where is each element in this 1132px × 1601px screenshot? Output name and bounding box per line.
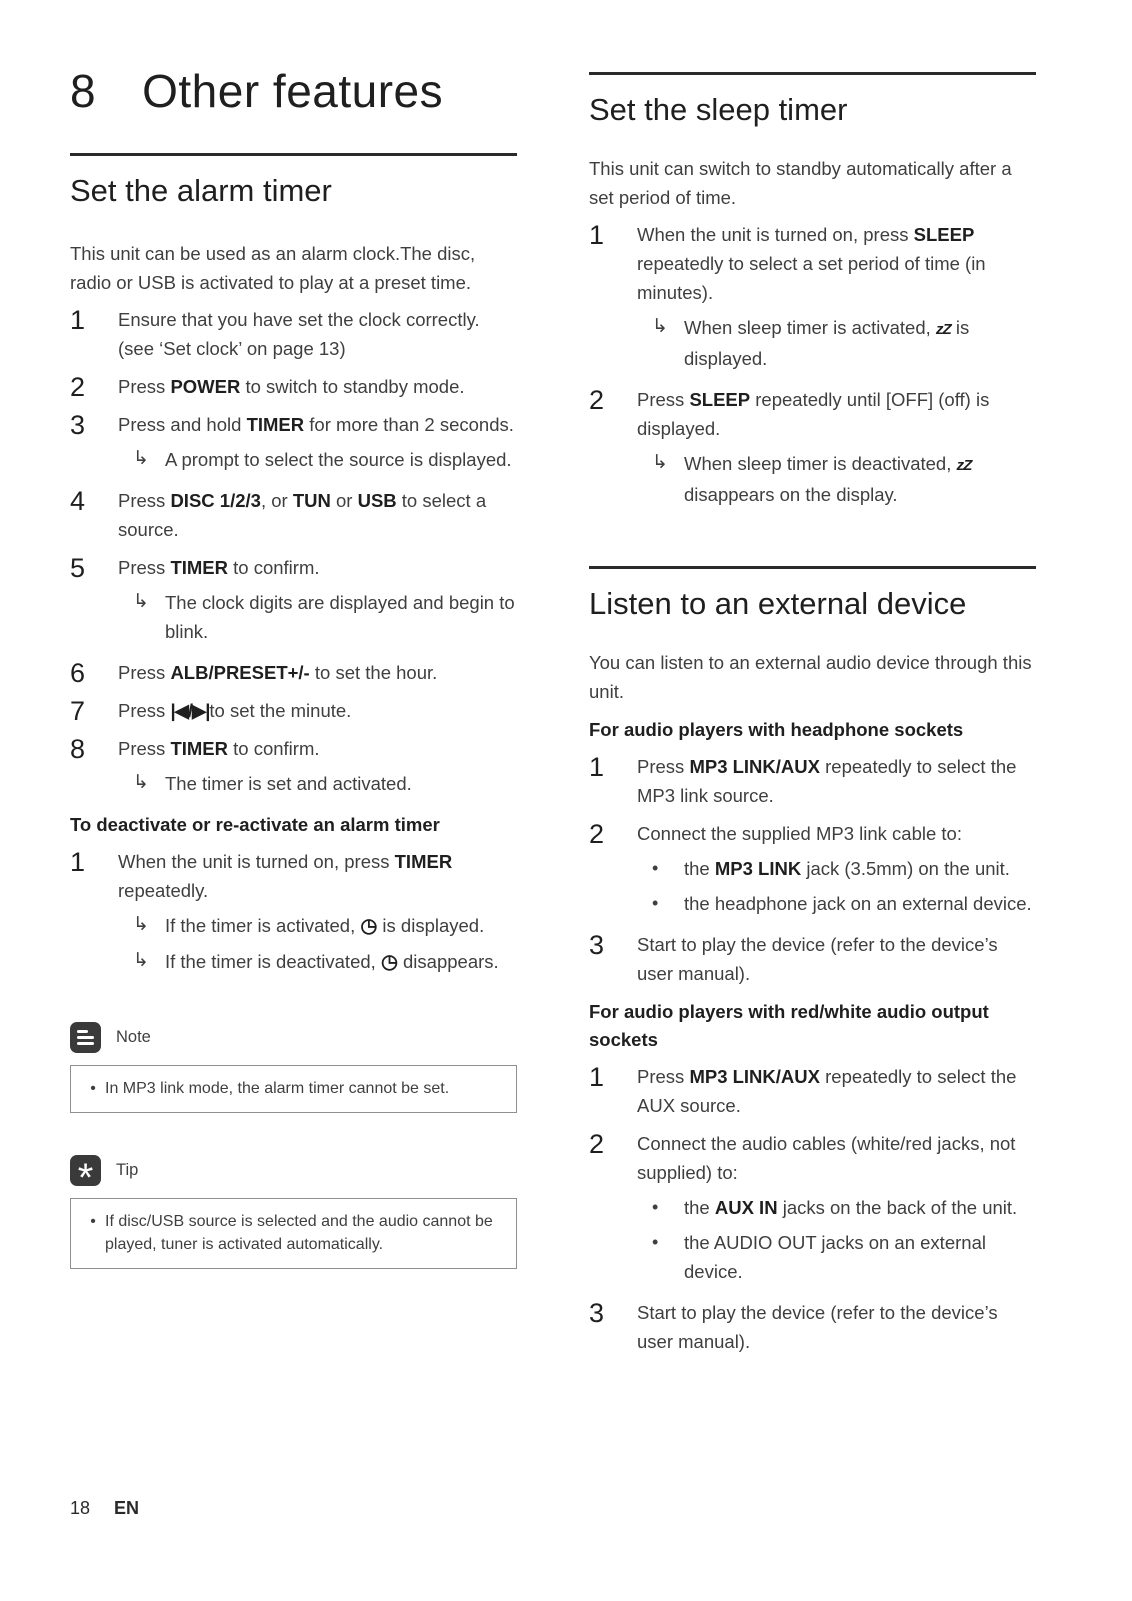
emphasis-text: TUN: [292, 489, 331, 511]
result-line: [118, 588, 517, 646]
step-body: [637, 1062, 1036, 1120]
emphasis-text: MP3 LINK/AUX: [689, 1066, 820, 1088]
sub-text: the headphone jack on an external device.: [684, 893, 1032, 915]
result-line: [118, 445, 517, 474]
step-item: [70, 553, 517, 649]
callout-item: [81, 1210, 502, 1256]
page-footer: [70, 1498, 139, 1519]
return-arrow-icon: ↳: [652, 316, 668, 338]
step-item: [70, 847, 517, 980]
note-callout: [70, 1022, 517, 1113]
page-number: 18: [70, 1498, 91, 1518]
step-number: 2: [589, 819, 605, 850]
return-arrow-icon: ↳: [133, 590, 149, 612]
step-text: Press ALB/PRESET+/- to set the hour.: [118, 661, 438, 683]
step-item: [589, 1062, 1036, 1120]
result-line: [637, 449, 1036, 509]
emphasis-text: DISC 1/2/3: [170, 489, 261, 511]
emphasis-text: POWER: [170, 375, 241, 397]
language-code: EN: [114, 1498, 140, 1518]
alarm-deactivate-heading: To deactivate or re-activate an alarm timer: [70, 813, 440, 835]
sleep-icon: zZ: [935, 321, 951, 339]
bullet-line: [637, 889, 1036, 918]
result-line: [118, 911, 517, 941]
emphasis-text: MP3 LINK/AUX: [689, 756, 820, 778]
step-text: Start to play the device (refer to the device’s user manual).: [637, 1302, 998, 1353]
step-body: [118, 486, 517, 544]
prev-next-icon: |◀/▶|: [170, 699, 210, 721]
step-text: Press MP3 LINK/AUX repeatedly to select the MP3 link source.: [637, 756, 1017, 807]
sub-text: the AUDIO OUT jacks on an external device.: [684, 1232, 986, 1283]
step-item: [589, 220, 1036, 376]
result-line: [637, 313, 1036, 373]
step-text: Press POWER to switch to standby mode.: [118, 375, 465, 397]
step-number: 1: [589, 1062, 605, 1093]
alarm-clock-icon: ◷: [380, 950, 398, 973]
step-number: 8: [70, 733, 86, 764]
emphasis-text: MP3 LINK: [714, 858, 802, 880]
step-body: [637, 220, 1036, 376]
step-number: 1: [589, 220, 605, 251]
callout-text: If disc/USB source is selected and the audio cannot be played, tuner is activated automatically.: [105, 1212, 493, 1253]
step-number: 1: [70, 846, 86, 877]
bullet-line: [637, 1228, 1036, 1286]
step-number: 1: [589, 752, 605, 783]
emphasis-text: USB: [357, 489, 397, 511]
emphasis-text: SLEEP: [913, 224, 975, 246]
step-item: [589, 385, 1036, 512]
step-text: Ensure that you have set the clock correctly. (see ‘Set clock’ on page 13): [118, 308, 480, 359]
step-body: [637, 385, 1036, 512]
step-number: 6: [70, 657, 86, 688]
step-text: Press SLEEP repeatedly until [OFF] (off) is displayed.: [637, 389, 990, 440]
return-arrow-icon: ↳: [652, 452, 668, 474]
step-number: 2: [589, 385, 605, 416]
emphasis-text: TIMER: [170, 737, 228, 759]
emphasis-text: TIMER: [246, 413, 305, 435]
step-body: [118, 734, 517, 801]
sub-text: When sleep timer is deactivated, zZ disappears on the display.: [684, 453, 972, 506]
step-item: [70, 305, 517, 363]
step-item: [70, 658, 517, 687]
tip-asterisk-icon: [70, 1155, 101, 1201]
tip-label: Tip: [116, 1160, 139, 1179]
step-number: 3: [589, 1298, 605, 1329]
sleep-section-title: Set the sleep timer: [589, 92, 848, 127]
step-number: 3: [589, 930, 605, 961]
note-icon-line: [77, 1030, 88, 1033]
step-body: [637, 930, 1036, 988]
emphasis-text: TIMER: [394, 850, 453, 872]
step-item: [589, 1298, 1036, 1356]
bullet-icon: •: [90, 1079, 96, 1097]
step-text: Press TIMER to confirm.: [118, 556, 320, 578]
step-number: 3: [70, 409, 86, 440]
sub-text: the MP3 LINK jack (3.5mm) on the unit.: [684, 858, 1010, 880]
external-intro: You can listen to an external audio device through this unit.: [589, 652, 1032, 703]
right-column: [589, 66, 1036, 1601]
step-body: [118, 658, 517, 687]
tip-header: [70, 1155, 517, 1201]
section-rule: [70, 153, 517, 156]
step-body: [637, 752, 1036, 810]
return-arrow-icon: ↳: [133, 771, 149, 793]
section-rule: [589, 566, 1036, 569]
tip-callout: [70, 1155, 517, 1269]
note-icon-line: [77, 1042, 94, 1045]
return-arrow-icon: ↳: [133, 949, 149, 971]
sleep-icon: zZ: [956, 457, 972, 475]
step-body: [118, 372, 517, 401]
step-item: [70, 486, 517, 544]
sub-text: When sleep timer is activated, zZ is displayed.: [684, 317, 970, 370]
note-icon-line: [77, 1036, 94, 1039]
external-section-title: Listen to an external device: [589, 586, 967, 622]
callout-item: [81, 1077, 502, 1100]
bullet-icon: •: [652, 1197, 659, 1218]
step-item: [589, 819, 1036, 921]
alarm-clock-icon: ◷: [360, 914, 378, 937]
step-item: [70, 410, 517, 477]
headphone-steps-list: [589, 752, 1036, 988]
step-body: [118, 305, 517, 363]
note-header: [70, 1022, 517, 1053]
alarm-intro: This unit can be used as an alarm clock.The disc, radio or USB is activated to play at a preset time.: [70, 242, 476, 293]
tip-asterisk-glyph: *: [77, 1156, 94, 1201]
sleep-intro: This unit can switch to standby automatically after a set period of time.: [589, 158, 1012, 209]
redwhite-steps-list: [589, 1062, 1036, 1356]
chapter-number: 8: [70, 65, 97, 117]
callout-text: In MP3 link mode, the alarm timer cannot be set.: [105, 1079, 450, 1097]
step-text: Press MP3 LINK/AUX repeatedly to select the AUX source.: [637, 1066, 1017, 1117]
step-text: Press |◀/▶|to set the minute.: [118, 699, 352, 721]
step-body: [637, 1129, 1036, 1289]
step-body: [118, 410, 517, 477]
step-number: 2: [70, 371, 86, 402]
step-item: [589, 1129, 1036, 1289]
step-text: When the unit is turned on, press SLEEP repeatedly to select a set period of time (in minutes).: [637, 224, 986, 304]
bullet-line: [637, 1193, 1036, 1222]
step-text: Press DISC 1/2/3, or TUN or USB to select a source.: [118, 489, 487, 540]
step-number: 4: [70, 485, 86, 516]
step-number: 5: [70, 552, 86, 583]
step-item: [589, 752, 1036, 810]
alarm-steps-list: [70, 305, 517, 801]
step-text: Press TIMER to confirm.: [118, 737, 320, 759]
bullet-icon: •: [652, 893, 659, 914]
emphasis-text: ALB/PRESET+/-: [170, 661, 310, 683]
note-box: [70, 1065, 517, 1113]
step-text: When the unit is turned on, press TIMER repeatedly.: [118, 850, 453, 901]
bullet-icon: •: [652, 858, 659, 879]
sub-text: A prompt to select the source is displayed.: [165, 448, 512, 470]
step-item: [70, 734, 517, 801]
note-icon: [70, 1022, 101, 1053]
step-body: [118, 847, 517, 980]
result-line: [118, 947, 517, 977]
sub-text: The timer is set and activated.: [165, 772, 412, 794]
section-rule: [589, 72, 1036, 75]
sub-text: the AUX IN jacks on the back of the unit.: [684, 1197, 1018, 1219]
sub-text: If the timer is deactivated, ◷ disappears.: [165, 950, 499, 973]
headphone-sockets-heading: For audio players with headphone sockets: [589, 719, 964, 741]
step-text: Press and hold TIMER for more than 2 seconds.: [118, 413, 514, 435]
step-body: [118, 553, 517, 649]
step-text: Connect the supplied MP3 link cable to:: [637, 823, 962, 845]
emphasis-text: SLEEP: [689, 389, 751, 411]
result-line: [118, 769, 517, 798]
alarm-deactivate-steps-list: [70, 847, 517, 980]
chapter-title: Other features: [142, 65, 444, 117]
sleep-steps-list: [589, 220, 1036, 512]
bullet-line: [637, 854, 1036, 883]
step-body: [637, 1298, 1036, 1356]
sub-text: The clock digits are displayed and begin to blink.: [165, 591, 515, 642]
sub-text: If the timer is activated, ◷ is displayed.: [165, 914, 485, 937]
emphasis-text: AUX IN: [714, 1197, 778, 1219]
step-item: [589, 930, 1036, 988]
note-label: Note: [116, 1027, 151, 1046]
return-arrow-icon: ↳: [133, 447, 149, 469]
bullet-icon: •: [652, 1232, 659, 1253]
tip-box: [70, 1198, 517, 1269]
left-column: [70, 66, 517, 1601]
return-arrow-icon: ↳: [133, 913, 149, 935]
step-text: Connect the audio cables (white/red jacks, not supplied) to:: [637, 1133, 1016, 1184]
alarm-section-title: Set the alarm timer: [70, 172, 332, 208]
bullet-icon: •: [90, 1212, 96, 1230]
emphasis-text: TIMER: [170, 556, 228, 578]
step-number: 7: [70, 695, 86, 726]
step-number: 2: [589, 1129, 605, 1160]
redwhite-sockets-heading: For audio players with red/white audio output sockets: [589, 1001, 989, 1051]
step-item: [70, 696, 517, 725]
step-item: [70, 372, 517, 401]
step-body: [118, 696, 517, 725]
step-number: 1: [70, 304, 86, 335]
chapter-heading: [70, 66, 517, 117]
step-text: Start to play the device (refer to the device’s user manual).: [637, 934, 998, 985]
step-body: [637, 819, 1036, 921]
